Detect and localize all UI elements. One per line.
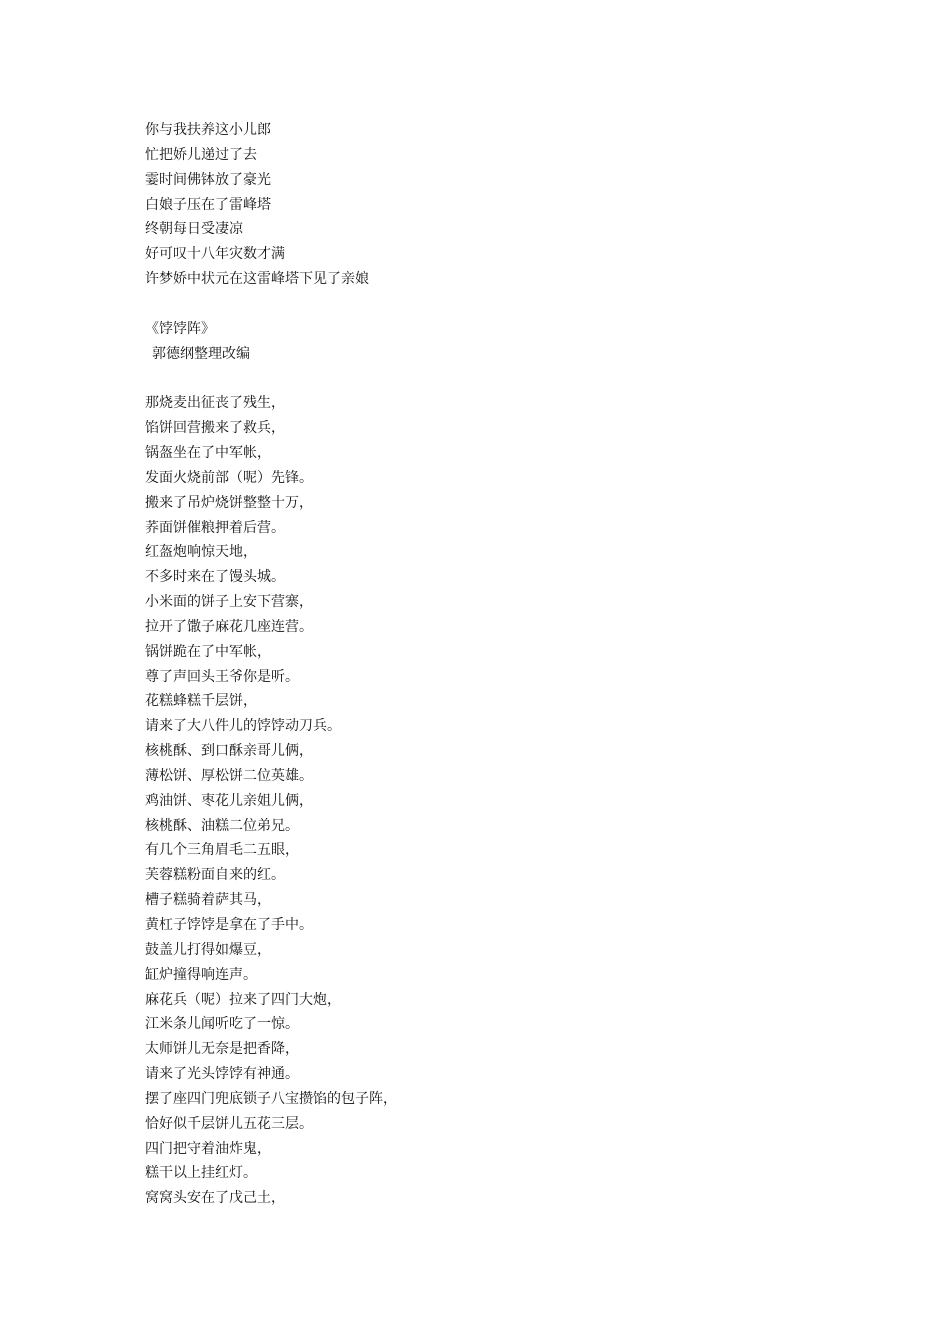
blank-line [145, 292, 905, 317]
verse-line: 芙蓉糕粉面自来的红。 [145, 867, 285, 884]
verse-line: 拉开了馓子麻花几座连营。 [145, 618, 313, 635]
verse-line: 麻花兵（呢）拉来了四门大炮， [145, 991, 341, 1008]
verse-line: 发面火烧前部（呢）先锋。 [145, 469, 313, 486]
verse-line: 黄杠子饽饽是拿在了手中。 [145, 917, 313, 933]
verse-line: 有几个三角眉毛二五眼， [145, 842, 299, 859]
verse-line: 红盔炮响惊天地， [145, 544, 257, 561]
piece-author: 郭德纲整理改编 [152, 345, 250, 362]
verse-line: 太师饼儿无奈是把香降， [145, 1041, 299, 1058]
verse-line: 馅饼回营搬来了救兵， [145, 420, 285, 437]
verse-line: 锅饼跪在了中军帐， [145, 643, 271, 660]
verse-line: 忙把娇儿递过了去 [145, 146, 257, 163]
verse-line: 终朝每日受凄凉 [145, 221, 243, 238]
verse-line: 核桃酥、油糕二位弟兄。 [145, 817, 299, 834]
verse-line: 核桃酥、到口酥亲哥儿俩， [145, 743, 313, 760]
verse-line: 那烧麦出征丧了残生， [145, 395, 285, 412]
verse-line: 江米条儿闻听吃了一惊。 [145, 1016, 299, 1033]
verse-text-block [145, 118, 905, 1211]
verse-line: 恰好似千层饼儿五花三层。 [145, 1115, 313, 1132]
intro-verses [145, 118, 905, 292]
verse-line: 鸡油饼、枣花儿亲姐儿俩， [145, 792, 313, 809]
verse-line: 搬来了吊炉烧饼整整十万， [145, 494, 313, 511]
verse-line: 尊了声回头王爷你是听。 [145, 668, 299, 685]
verse-line: 霎时间佛钵放了豪光 [145, 171, 271, 188]
verse-line: 你与我扶养这小儿郎 [145, 122, 271, 138]
verse-line: 请来了光头饽饽有神通。 [145, 1066, 299, 1083]
verse-line: 薄松饼、厚松饼二位英雄。 [145, 767, 313, 784]
verse-line: 槽子糕骑着萨其马， [145, 892, 271, 909]
verse-line: 锅盔坐在了中军帐， [145, 444, 271, 461]
verse-line: 小米面的饼子上安下营寨， [145, 594, 313, 611]
verse-line: 花糕蜂糕千层饼， [145, 693, 257, 710]
verse-line: 好可叹十八年灾数才满 [145, 246, 285, 263]
verse-line: 许梦娇中状元在这雷峰塔下见了亲娘 [145, 271, 369, 288]
verse-line: 荞面饼催粮押着后营。 [145, 519, 285, 536]
verse-line: 鼓盖儿打得如爆豆， [145, 941, 271, 958]
verse-line: 四门把守着油炸鬼， [145, 1140, 271, 1157]
piece-title: 《饽饽阵》 [145, 320, 215, 337]
verse-line: 摆了座四门兜底锁子八宝攒馅的包子阵， [145, 1090, 397, 1107]
verse-line: 窝窝头安在了戊己土， [145, 1190, 285, 1207]
verse-line: 不多时来在了馒头城。 [145, 569, 285, 586]
main-verses [145, 391, 905, 1211]
verse-line: 白娘子压在了雷峰塔 [145, 196, 271, 213]
verse-line: 糕干以上挂红灯。 [145, 1165, 257, 1182]
verse-line: 请来了大八件儿的饽饽动刀兵。 [145, 718, 341, 735]
blank-line [145, 366, 905, 391]
verse-line: 缸炉撞得响连声。 [145, 966, 257, 983]
